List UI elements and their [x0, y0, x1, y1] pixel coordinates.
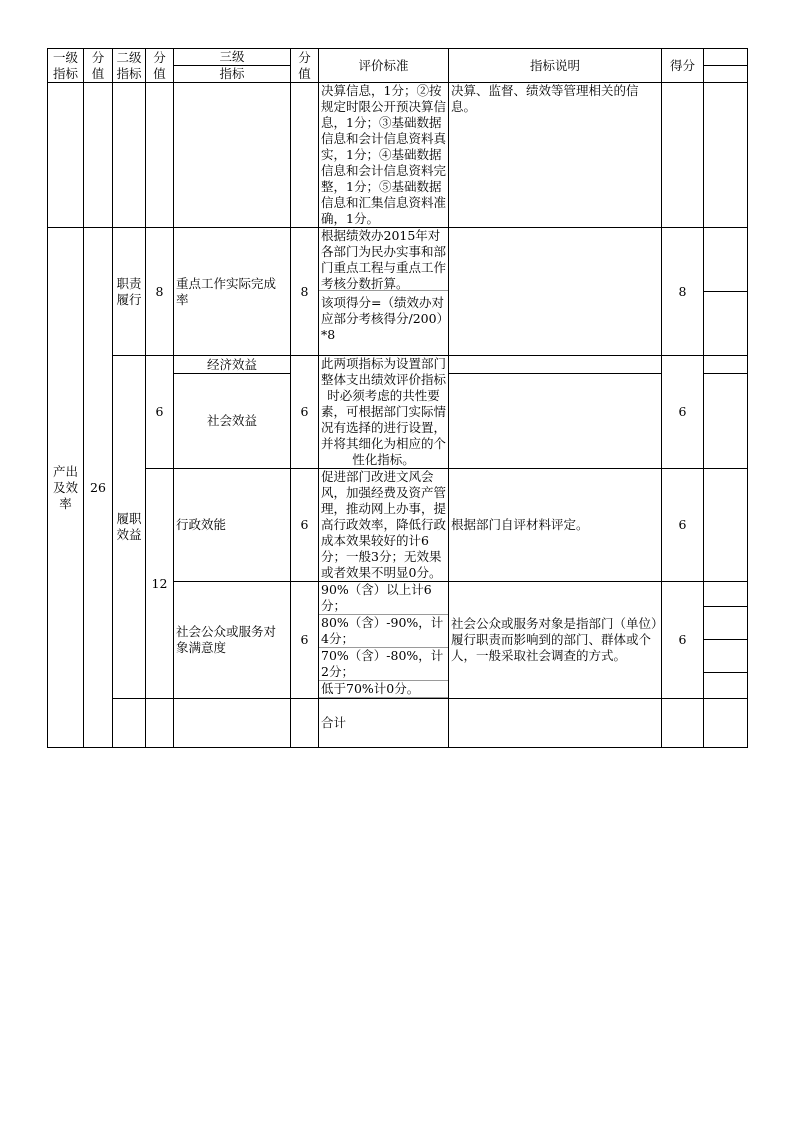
total-label: 合计 [319, 699, 449, 748]
benefit-criteria: 此两项指标为设置部门整体支出绩效评价指标时必须考虑的共性要素，可根据部门实际情况有选择的进行设置，并将其细化为相应的个性化指标。 [319, 356, 449, 469]
satisfaction-description: 社会公众或服务对象是指部门（单位）履行职责而影响到的部门、群体或个人，一般采取社会调查的方式。 [449, 582, 662, 699]
admin-points: 6 [662, 469, 704, 582]
economic-benefit: 经济效益 [174, 357, 290, 374]
admin-lvl3-score: 6 [291, 469, 319, 582]
evaluation-table [47, 48, 748, 748]
satisfaction-criteria [319, 582, 449, 699]
total-row [48, 699, 748, 748]
satisfaction-lvl3: 社会公众或服务对象满意度 [174, 582, 291, 699]
admin-efficiency-row [48, 469, 748, 582]
duty-lvl2: 职责履行 [113, 228, 146, 356]
duty-points [662, 228, 704, 356]
header-description: 指标说明 [449, 49, 662, 83]
lvl1-score: 26 [84, 228, 113, 748]
duty-criteria [319, 228, 449, 356]
continued-row [48, 83, 748, 228]
duty-lvl2-score: 8 [146, 228, 174, 356]
header-points: 得分 [662, 49, 704, 83]
header-lvl3-top: 三级 [174, 49, 290, 66]
header-lvl1: 一级指标 [48, 49, 84, 83]
header-score3: 分值 [291, 49, 319, 83]
satisfaction-criteria-2: 80%（含）-90%，计4分； [319, 615, 448, 648]
social-benefit: 社会效益 [206, 412, 257, 428]
header-score1: 分值 [84, 49, 113, 83]
duty-points-value: 8 [678, 283, 687, 299]
benefit-points: 6 [662, 356, 704, 469]
header-lvl3-bottom: 指标 [219, 66, 245, 81]
header-row [48, 49, 748, 83]
header-criteria: 评价标准 [319, 49, 449, 83]
benefit-row [48, 356, 748, 469]
social-score: 6 [291, 356, 319, 469]
duty-lvl3: 重点工作实际完成率 [174, 228, 291, 356]
duty-lvl3-score: 8 [291, 228, 319, 356]
admin-lvl3: 行政效能 [174, 469, 291, 582]
duty-extra [704, 228, 748, 356]
benefit-lvl2: 履职效益 [113, 356, 146, 699]
header-score2: 分值 [146, 49, 174, 83]
continued-criteria: 决算信息，1分；②按规定时限公开预决算信息，1分；③基础数据信息和会计信息资料真实，1分；④基础数据信息和会计信息资料完整，1分；⑤基础数据信息和汇集信息资料准确，1分。 [319, 83, 449, 228]
continued-description: 决算、监督、绩效等管理相关的信息。 [449, 83, 662, 228]
header-extra [704, 49, 748, 83]
duty-performance-row [48, 228, 748, 356]
duty-criteria-a: 根据绩效办2015年对各部门为民办实事和部门重点工程与重点工作考核分数折算。 [321, 228, 447, 291]
satisfaction-points: 6 [662, 582, 704, 699]
benefit-sub-score-b: 12 [146, 469, 174, 699]
satisfaction-lvl3-score: 6 [291, 582, 319, 699]
satisfaction-criteria-1: 90%（含）以上计6分； [319, 582, 448, 615]
satisfaction-criteria-3: 70%（含）-80%，计2分； [319, 648, 448, 681]
lvl1-indicator: 产出及效率 [48, 228, 84, 748]
header-lvl3 [174, 49, 291, 83]
satisfaction-criteria-4: 低于70%计0分。 [319, 681, 448, 698]
header-lvl2: 二级指标 [113, 49, 146, 83]
admin-criteria: 促进部门改进文风会风，加强经费及资产管理，推动网上办事，提高行政效率，降低行政成本效果较好的计6分；一般3分；无效果或者效果不明显0分。 [319, 469, 449, 582]
benefit-lvl3 [174, 356, 291, 469]
admin-description: 根据部门自评材料评定。 [449, 469, 662, 582]
benefit-sub-score-a: 6 [146, 356, 174, 469]
duty-criteria-b: 该项得分=（绩效办对应部分考核得分/200）*8 [321, 295, 444, 342]
